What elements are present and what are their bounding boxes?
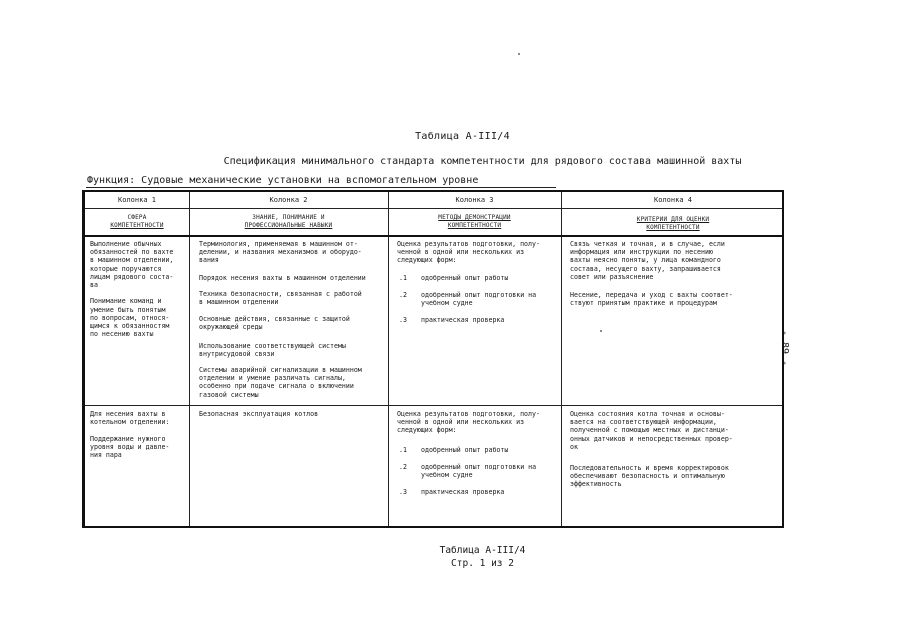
table-number: Таблица А-III/4 (415, 131, 510, 142)
function-line: Функция: Судовые механические установки на вспомогательном уровне (87, 175, 479, 186)
footer-table-reference: Таблица А-III/4 (439, 545, 526, 556)
header-bottom-rule (85, 235, 782, 237)
row-1-knowledge-item: Основные действия, связанные с защитой окружающей среды (199, 315, 350, 332)
row-1-method-text: одобренный опыт работы (421, 274, 509, 282)
scan-speck (518, 53, 520, 55)
row-2-method-text: одобренный опыт подготовки на учебном судне (421, 463, 537, 480)
header-divider (85, 208, 782, 209)
row-2-method-text: одобренный опыт работы (421, 446, 509, 454)
row-2-method-text: практическая проверка (421, 488, 505, 496)
row-1-method-number: .3 (399, 316, 407, 324)
column-2-subheading (189, 214, 388, 230)
row-2-methods-intro: Оценка результатов подготовки, полу- ченной в одной или нескольких из следующих форм: (397, 410, 540, 435)
column-divider (388, 192, 389, 526)
row-1-methods-intro: Оценка результатов подготовки, полу- ченной в одной или нескольких из следующих форм: (397, 240, 540, 265)
row-2-method-number: .2 (399, 463, 407, 471)
row-divider (85, 405, 782, 406)
row-1-method-text: практическая проверка (421, 316, 505, 324)
column-3-sub-line-2: КОМПЕТЕНТНОСТИ (447, 222, 502, 229)
column-4-sub-line-1: КРИТЕРИИ ДЛЯ ОЦЕНКИ (636, 216, 710, 223)
row-2-knowledge-item: Безопасная эксплуатация котлов (199, 410, 319, 418)
row-2-criteria-item: Оценка состояния котла точная и основы- вается на соответствующей информации, полученной с помощью местных и дистанци- онных датчиков и непосредственных провер- ок (570, 410, 733, 451)
column-3-subheading (388, 214, 561, 230)
row-1-method-text: одобренный опыт подготовки на учебном судне (421, 291, 537, 308)
row-2-method-number: .3 (399, 488, 407, 496)
row-1-method-number: .1 (399, 274, 407, 282)
column-4-sub-line-2: КОМПЕТЕНТНОСТИ (646, 224, 700, 231)
column-divider (561, 192, 562, 526)
column-4-subheading (561, 216, 785, 232)
row-2-criteria-item: Последовательность и время корректировок обеспечивают безопасность и оптимальную эффективность (570, 464, 729, 489)
column-3-sub-line-1: МЕТОДЫ ДЕМОНСТРАЦИИ (438, 214, 511, 221)
row-1-knowledge-item: Использование соответствующей системы внутрисудовой связи (199, 342, 346, 359)
footer-page-reference: Стр. 1 из 2 (451, 558, 514, 569)
column-2-header: Колонка 2 (269, 196, 308, 204)
specification-title: Спецификация минимального стандарта компетентности для рядового состава машинной вахты (223, 156, 742, 167)
column-1-subheading (85, 214, 189, 230)
column-1-header: Колонка 1 (118, 196, 156, 204)
column-2-sub-line-1: ЗНАНИЕ, ПОНИМАНИЕ И (252, 214, 325, 221)
row-1-method-number: .2 (399, 291, 407, 299)
function-underline (86, 187, 556, 188)
row-1-knowledge-item: Терминология, применяемая в машинном от- делении, и названия механизмов и оборудо- вания (199, 240, 362, 265)
column-1-sub-line-1: СФЕРА (127, 214, 147, 221)
row-2-competence: Для несения вахты в котельном отделении: Поддержание нужного уровня воды и давле- ния пара (90, 410, 170, 460)
scan-speck (600, 330, 602, 332)
row-1-competence: Выполнение обычных обязанностей по вахте в машинном отделении, которые поручаются лицам рядового соста- ва Понимание команд и умение быть понятым по вопросам, относя- щимся к обязанностям по несению вахты (90, 240, 174, 339)
column-1-sub-line-2: КОМПЕТЕНТНОСТИ (110, 222, 164, 229)
row-1-knowledge-item: Техника безопасности, связанная с работой в машинном отделении (199, 290, 362, 307)
row-1-knowledge-item: Системы аварийной сигнализации в машинном отделении и умение различать сигналы, особенно при подаче сигнала о включении газовой системы (199, 366, 362, 399)
column-4-header: Колонка 4 (654, 196, 692, 204)
side-page-number: - 89 - (779, 330, 790, 367)
competence-table (82, 190, 784, 528)
row-1-criteria-item: Несение, передача и уход с вахты соответ- ствуют принятым практике и процедурам (570, 291, 733, 308)
row-1-criteria-item: Связь четкая и точная, и в случае, если информация или инструкции по несению вахты неясно поняты, у лица командного состава, несущего вахту, запрашивается совет или разъяснение (570, 240, 725, 281)
column-divider (189, 192, 190, 526)
column-2-sub-line-2: ПРОФЕССИОНАЛЬНЫЕ НАВЫКИ (244, 222, 333, 229)
column-3-header: Колонка 3 (455, 196, 494, 204)
row-1-knowledge-item: Порядок несения вахты в машинном отделении (199, 274, 366, 282)
row-2-method-number: .1 (399, 446, 407, 454)
